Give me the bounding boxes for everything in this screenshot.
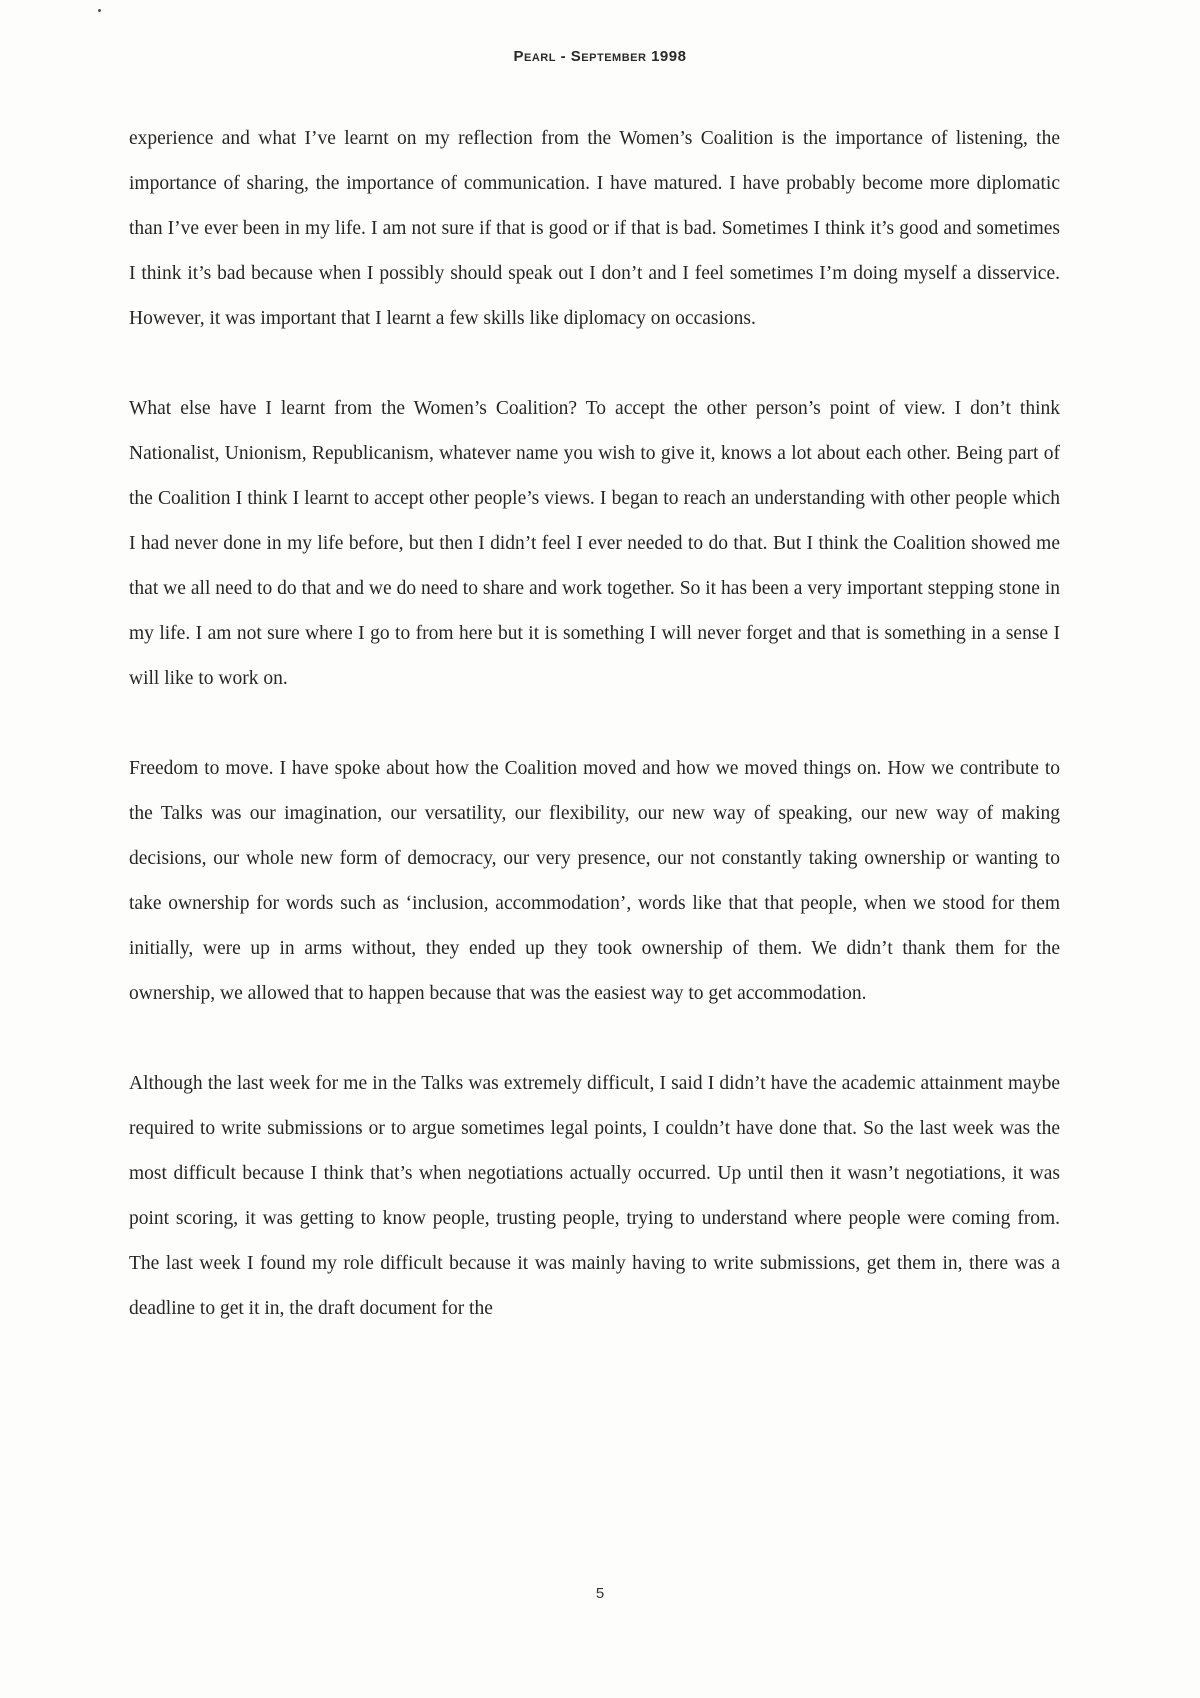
page-number: 5	[595, 1585, 605, 1602]
scan-speck	[98, 9, 101, 12]
paragraph-4: Although the last week for me in the Talks was extremely difficult, I said I didn’t have the academic attainment maybe required to write submissions or to argue sometimes legal points, I couldn’t have done that. So the last week was the most difficult because I think that’s when negotiations actually occurred. Up until then it wasn’t negotiations, it was point scoring, it was getting to know people, trusting people, trying to understand where people were coming from. The last week I found my role difficult because it was mainly having to write submissions, get them in, there was a deadline to get it in, the draft document for the	[129, 1073, 1060, 1319]
running-header: Pearl - September 1998	[513, 48, 687, 65]
body-text	[129, 116, 1060, 1376]
paragraph-2: What else have I learnt from the Women’s Coalition? To accept the other person’s point of view. I don’t think Nationalist, Unionism, Republicanism, whatever name you wish to give it, knows a lot about each other. Being part of the Coalition I think I learnt to accept other people’s views. I began to reach an understanding with other people which I had never done in my life before, but then I didn’t feel I ever needed to do that. But I think the Coalition showed me that we all need to do that and we do need to share and work together. So it has been a very important stepping stone in my life. I am not sure where I go to from here but it is something I will never forget and that is something in a sense I will like to work on.	[129, 398, 1060, 689]
paragraph-1: experience and what I’ve learnt on my reflection from the Women’s Coalition is the importance of listening, the importance of sharing, the importance of communication. I have matured. I have probably become more diplomatic than I’ve ever been in my life. I am not sure if that is good or if that is bad. Sometimes I think it’s good and sometimes I think it’s bad because when I possibly should speak out I don’t and I feel sometimes I’m doing myself a disservice. However, it was important that I learnt a few skills like diplomacy on occasions.	[129, 128, 1060, 329]
paragraph-3: Freedom to move. I have spoke about how the Coalition moved and how we moved things on. How we contribute to the Talks was our imagination, our versatility, our flexibility, our new way of speaking, our new way of making decisions, our whole new form of democracy, our very presence, our not constantly taking ownership or wanting to take ownership for words such as ‘inclusion, accommodation’, words like that that people, when we stood for them initially, were up in arms without, they ended up they took ownership of them. We didn’t thank them for the ownership, we allowed that to happen because that was the easiest way to get accommodation.	[129, 758, 1060, 1004]
